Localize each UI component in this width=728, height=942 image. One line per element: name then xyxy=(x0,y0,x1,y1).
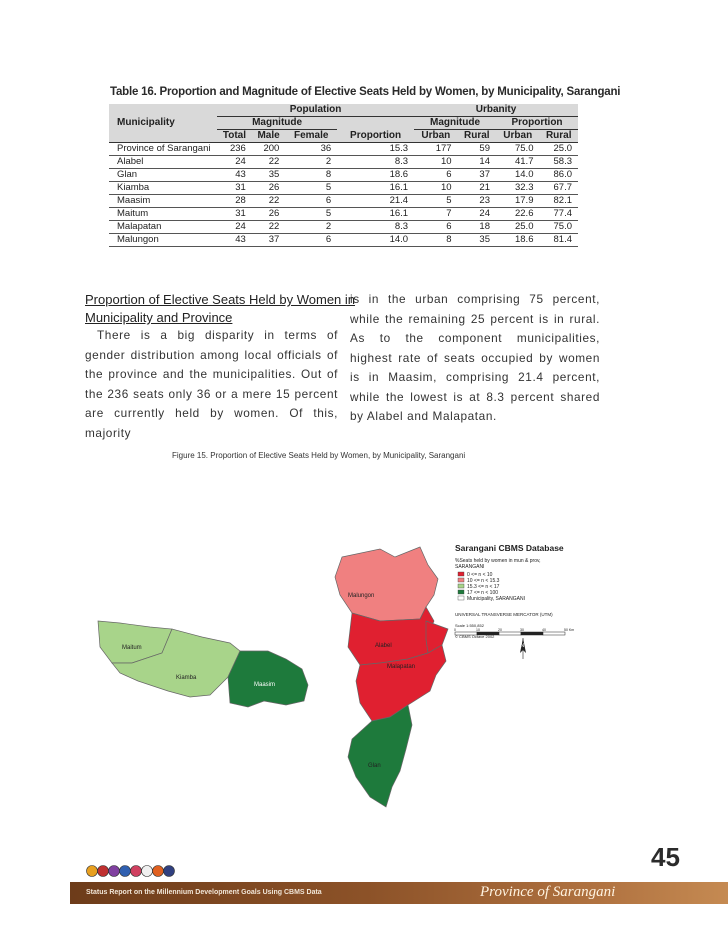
header-col-urban: Urban xyxy=(421,130,451,141)
legend xyxy=(458,572,525,602)
table-cell: 24 xyxy=(458,208,496,221)
table-cell: 37 xyxy=(252,234,285,247)
north-arrow-icon xyxy=(520,638,526,659)
header-col-male: Male xyxy=(257,130,280,141)
table-cell: 200 xyxy=(252,143,285,156)
cell-municipality: Malungon xyxy=(109,234,217,247)
table-cell: 10 xyxy=(414,156,457,169)
header-col-rural-pct: Rural xyxy=(545,130,572,141)
table-cell: 15.3 xyxy=(337,143,414,156)
table-cell: 22 xyxy=(252,221,285,234)
table-cell: 25.0 xyxy=(539,143,578,156)
table-cell: 58.3 xyxy=(539,156,578,169)
table-cell: 16.1 xyxy=(337,182,414,195)
legend-label: 17 <= n < 100 xyxy=(467,590,499,596)
legend-swatch xyxy=(458,584,464,588)
table-cell: 86.0 xyxy=(539,169,578,182)
table-cell: 22 xyxy=(252,195,285,208)
table-cell: 31 xyxy=(217,208,252,221)
table-cell: 6 xyxy=(285,195,337,208)
section-heading: Proportion of Elective Seats Held by Women in Municipality and Province xyxy=(85,292,356,325)
label-maasim: Maasim xyxy=(254,682,276,688)
header-urb-proportion: Proportion xyxy=(496,117,578,130)
figure-caption: Figure 15. Proportion of Elective Seats Held by Women, by Municipality, Sarangani xyxy=(172,451,466,460)
table-cell: 2 xyxy=(285,221,337,234)
region-glan xyxy=(348,705,412,807)
scale-tick-label: 20 xyxy=(498,628,502,632)
label-alabel: Alabel xyxy=(375,643,392,649)
table-cell: 5 xyxy=(285,182,337,195)
sarangani-map xyxy=(90,535,610,845)
region-maasim xyxy=(228,651,308,707)
table-cell: 82.1 xyxy=(539,195,578,208)
table-cell: 41.7 xyxy=(496,156,539,169)
page-number: 45 xyxy=(651,842,680,872)
legend-swatch xyxy=(458,578,464,582)
header-magnitude: Magnitude xyxy=(217,117,337,130)
cell-municipality: Maasim xyxy=(109,195,217,208)
table-title: Table 16. Proportion and Magnitude of Elective Seats Held by Women, by Municipality, Sarangani xyxy=(110,86,621,98)
table-cell: 8.3 xyxy=(337,221,414,234)
table-cell: 17.9 xyxy=(496,195,539,208)
scale-tick-label: 40 xyxy=(542,628,546,632)
table-cell: 26 xyxy=(252,208,285,221)
table-cell: 35 xyxy=(252,169,285,182)
header-col-proportion: Proportion xyxy=(350,130,402,141)
table-row xyxy=(109,208,578,221)
table-cell: 23 xyxy=(458,195,496,208)
label-malungon: Malungon xyxy=(348,593,375,599)
scale-tick-label: 50 Km xyxy=(564,628,575,632)
table-row xyxy=(109,195,578,208)
header-population: Population xyxy=(217,104,414,117)
legend-label: 0 <= n < 10 xyxy=(467,572,493,578)
legend-label: 10 <= n < 15.3 xyxy=(467,578,500,584)
cell-municipality: Alabel xyxy=(109,156,217,169)
legend-title-line2: SARANGANI xyxy=(455,564,485,570)
table-row xyxy=(109,169,578,182)
table-cell: 14.0 xyxy=(337,234,414,247)
table-cell: 77.4 xyxy=(539,208,578,221)
table-cell: 6 xyxy=(414,221,457,234)
cell-municipality: Malapatan xyxy=(109,221,217,234)
table-cell: 67.7 xyxy=(539,182,578,195)
table-cell: 28 xyxy=(217,195,252,208)
table-cell: 25.0 xyxy=(496,221,539,234)
map-title: Sarangani CBMS Database xyxy=(455,543,564,553)
cell-municipality: Province of Sarangani xyxy=(109,143,217,156)
header-col-female: Female xyxy=(293,130,329,141)
table-cell: 236 xyxy=(217,143,252,156)
table-row xyxy=(109,156,578,169)
legend-label: 15.3 <= n < 17 xyxy=(467,584,500,590)
label-maitum: Maitum xyxy=(122,645,142,651)
table-cell: 14.0 xyxy=(496,169,539,182)
label-kiamba: Kiamba xyxy=(176,675,197,681)
table-cell: 24 xyxy=(217,156,252,169)
table-cell: 24 xyxy=(217,221,252,234)
header-col-rural: Rural xyxy=(463,130,490,141)
table-cell: 18 xyxy=(458,221,496,234)
footer-province-name: Province of Sarangani xyxy=(480,884,616,900)
table-cell: 81.4 xyxy=(539,234,578,247)
table-row xyxy=(109,234,578,247)
table-cell: 5 xyxy=(414,195,457,208)
cell-municipality: Kiamba xyxy=(109,182,217,195)
cell-municipality: Maitum xyxy=(109,208,217,221)
table-cell: 18.6 xyxy=(337,169,414,182)
table-cell: 37 xyxy=(458,169,496,182)
paragraph-left: There is a big disparity in terms of gender distribution among local officials of the province and the municipalities. Out of the 236 seats only 36 or a mere 15 percent are currently held by women. Of this, majority xyxy=(85,328,338,440)
table-cell: 6 xyxy=(414,169,457,182)
table-cell: 75.0 xyxy=(539,221,578,234)
header-col-urban-pct: Urban xyxy=(503,130,533,141)
table-cell: 36 xyxy=(285,143,337,156)
cell-municipality: Glan xyxy=(109,169,217,182)
table-cell: 22 xyxy=(252,156,285,169)
table-cell: 8.3 xyxy=(337,156,414,169)
table-cell: 32.3 xyxy=(496,182,539,195)
table-body xyxy=(109,143,578,247)
table-row xyxy=(109,143,578,156)
scale-tick-label: 30 xyxy=(520,628,524,632)
table-cell: 14 xyxy=(458,156,496,169)
copyright-label: © CBMS Octave 2002 xyxy=(455,634,495,639)
svg-text:N: N xyxy=(520,643,525,649)
table-cell: 10 xyxy=(414,182,457,195)
projection-label: UNIVERSAL TRANSVERSE MERCATOR (UTM) xyxy=(455,612,553,617)
table-cell: 5 xyxy=(285,208,337,221)
footer-report-title: Status Report on the Millennium Development Goals Using CBMS Data xyxy=(86,889,322,896)
scale-tick-label: 0 xyxy=(454,628,456,632)
legend-swatch xyxy=(458,590,464,594)
table-cell: 16.1 xyxy=(337,208,414,221)
table-cell: 8 xyxy=(285,169,337,182)
scale-label: Scale 1:550,852 xyxy=(455,623,484,628)
region-malungon xyxy=(335,547,438,621)
paragraph-right: is in the urban comprising 75 percent, while the remaining 25 percent is in rural. As to the component municipalities, highest rate of seats occupied by women is in Maasim, comprising 21.4 percent, while the lowest is at 8.3 percent shared by Alabel and Malapatan. xyxy=(350,292,600,423)
table-cell: 75.0 xyxy=(496,143,539,156)
table-cell: 6 xyxy=(285,234,337,247)
legend-swatch xyxy=(458,596,464,600)
label-glan: Glan xyxy=(368,763,381,769)
table-cell: 21 xyxy=(458,182,496,195)
table-cell: 59 xyxy=(458,143,496,156)
header-col-total: Total xyxy=(222,130,246,141)
table-cell: 35 xyxy=(458,234,496,247)
table-cell: 43 xyxy=(217,169,252,182)
mdg-logos-icon xyxy=(86,864,176,878)
table-cell: 177 xyxy=(414,143,457,156)
table-row xyxy=(109,182,578,195)
table-cell: 31 xyxy=(217,182,252,195)
header-urb-magnitude: Magnitude xyxy=(414,117,496,130)
table-cell: 43 xyxy=(217,234,252,247)
table-cell: 22.6 xyxy=(496,208,539,221)
scale-tick-label: 10 xyxy=(476,628,480,632)
table-cell: 2 xyxy=(285,156,337,169)
scale-ticks xyxy=(454,628,574,632)
table-row xyxy=(109,221,578,234)
table-cell: 7 xyxy=(414,208,457,221)
table-cell: 8 xyxy=(414,234,457,247)
legend-swatch xyxy=(458,572,464,576)
header-urbanity: Urbanity xyxy=(414,104,578,117)
table-cell: 26 xyxy=(252,182,285,195)
table-cell: 21.4 xyxy=(337,195,414,208)
data-table xyxy=(109,104,578,247)
table-cell: 18.6 xyxy=(496,234,539,247)
legend-title-line1: %Seats held by women in mun & prov, xyxy=(455,558,541,564)
legend-label: Municipality, SARANGANI xyxy=(467,596,525,602)
label-malapatan: Malapatan xyxy=(387,664,416,670)
header-municipality: Municipality xyxy=(117,117,175,128)
